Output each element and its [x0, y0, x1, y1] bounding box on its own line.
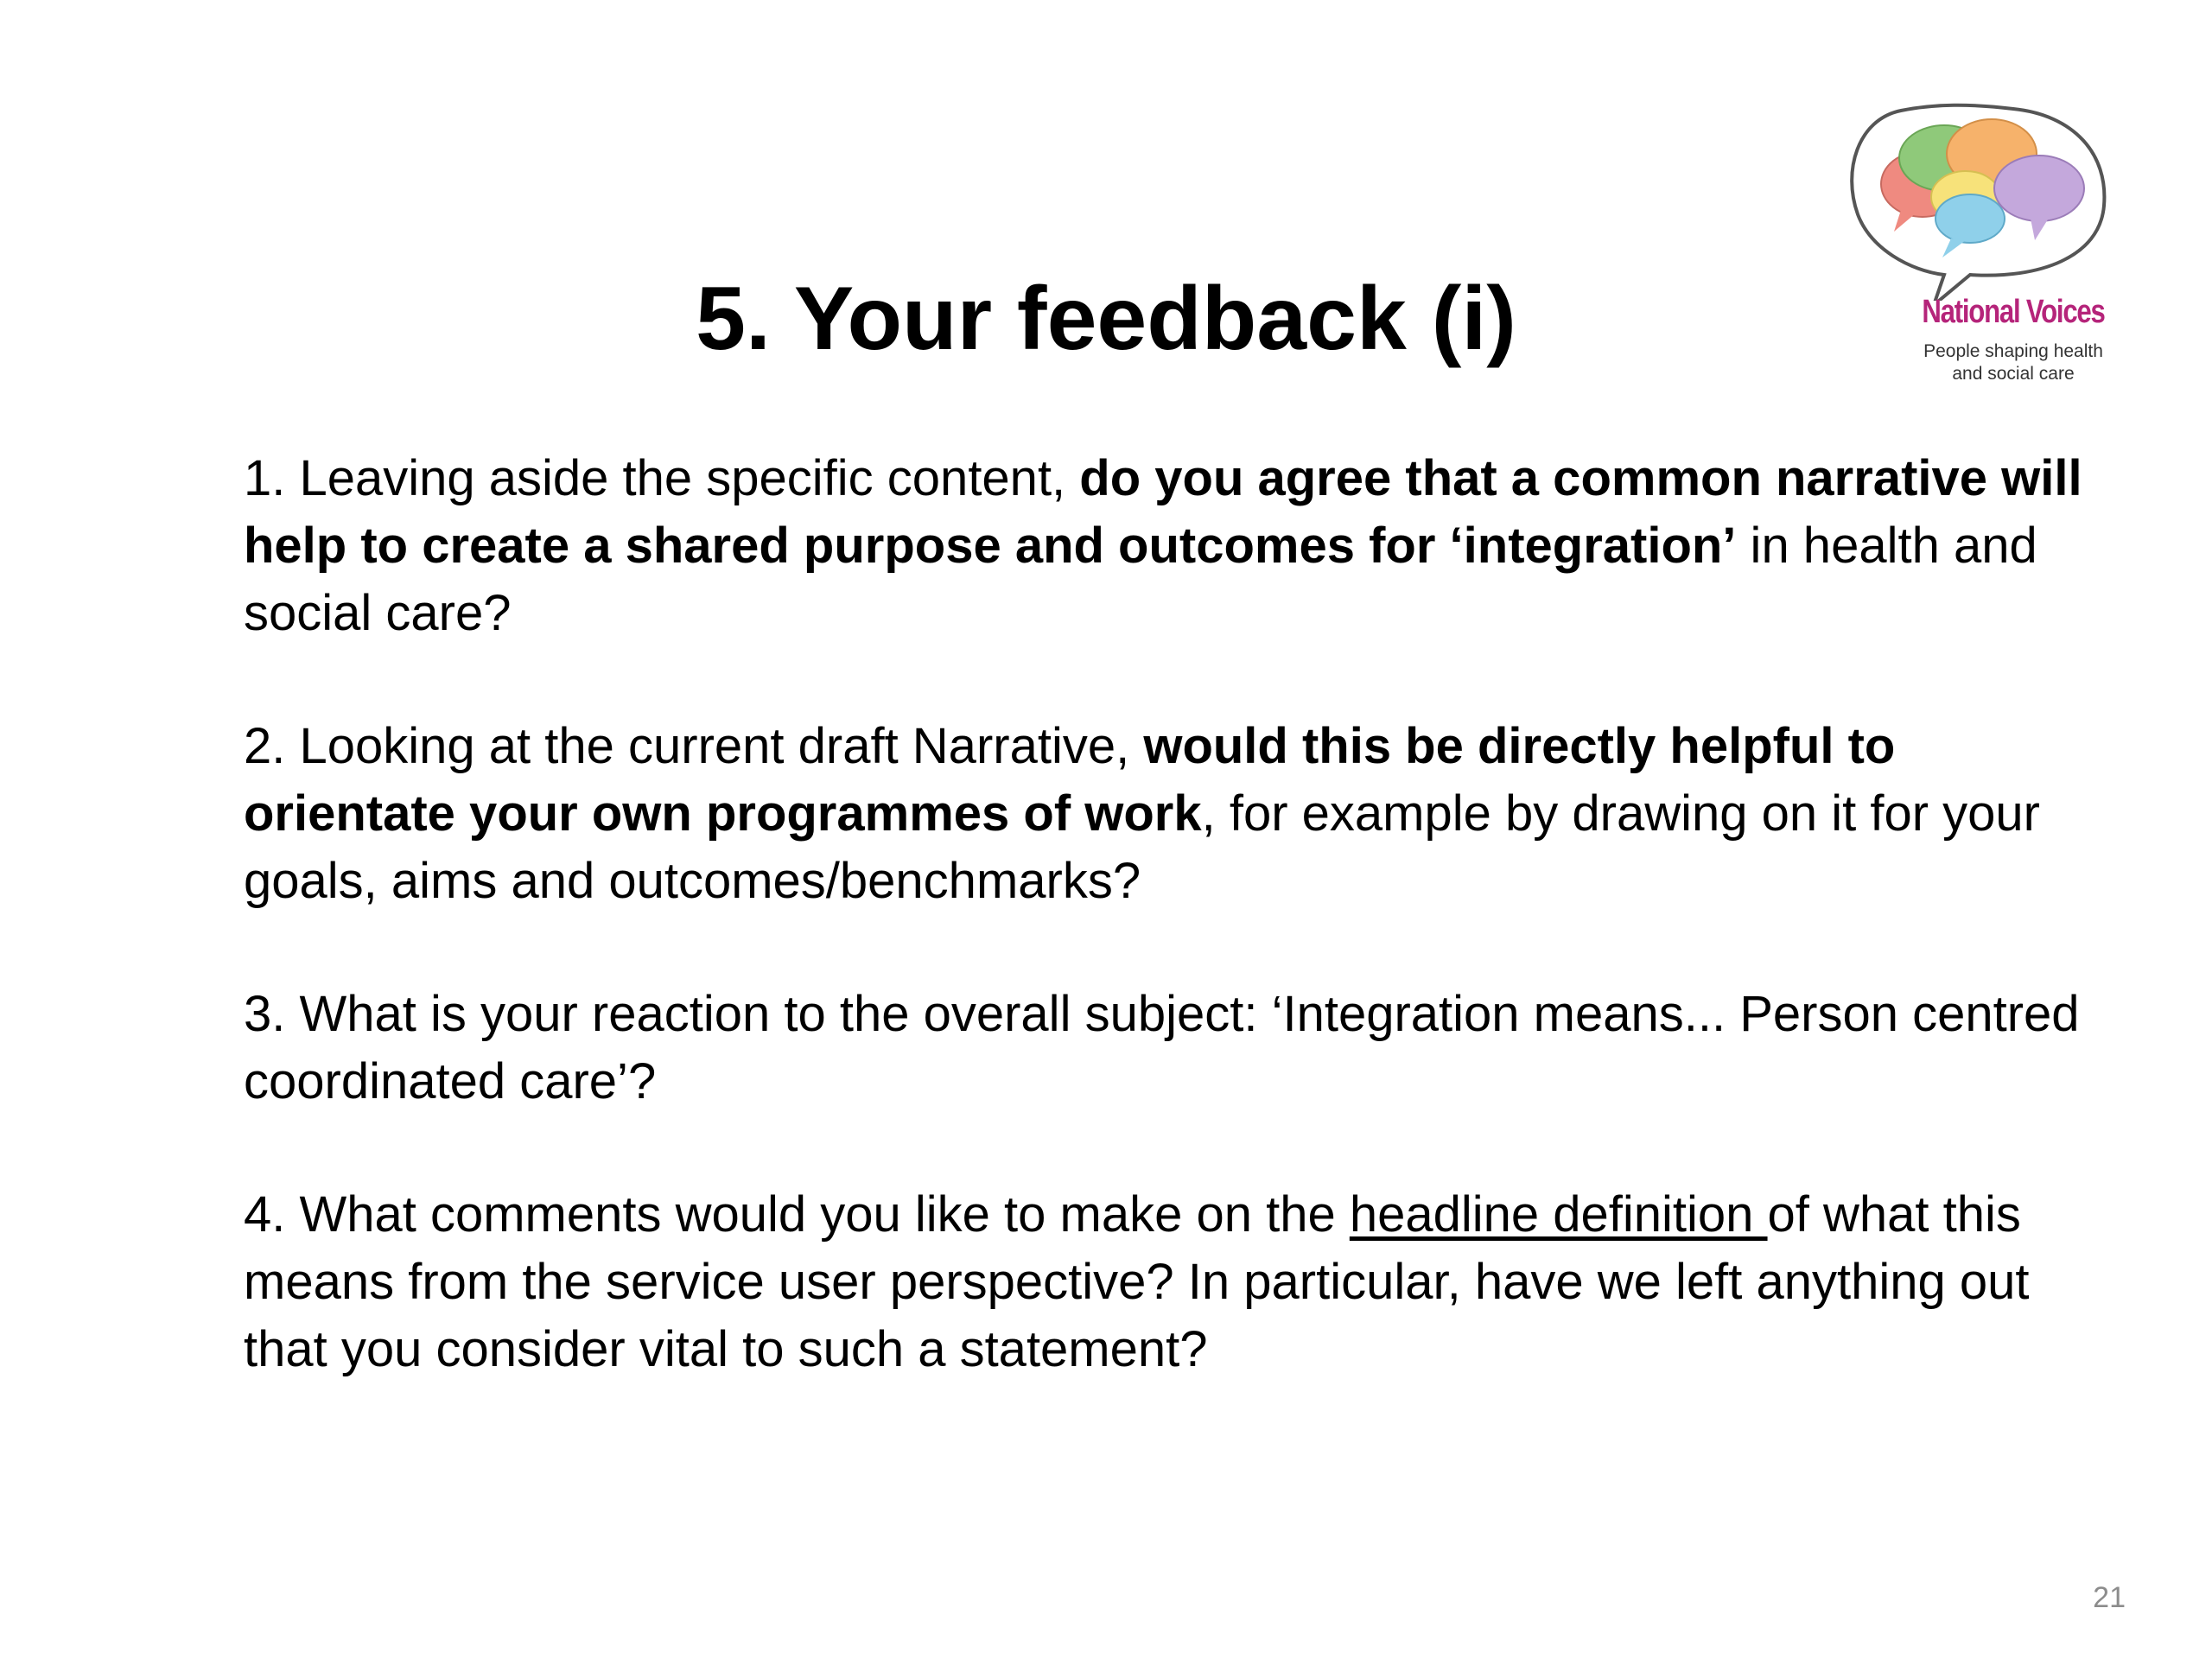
- question-1: [244, 445, 2101, 647]
- question-3: [244, 981, 2101, 1116]
- question-text: Looking at the current draft Narrative,: [285, 718, 1144, 774]
- question-2: [244, 713, 2101, 915]
- question-text: , for example by drawing on it for your goals, aims and outcomes/benchmarks?: [244, 785, 2040, 909]
- logo-tagline: [1910, 340, 2117, 386]
- question-number: 1.: [244, 450, 286, 506]
- question-number: 2.: [244, 718, 286, 774]
- speech-bubbles-icon: [1840, 102, 2186, 301]
- question-text: What comments would you like to make on the: [285, 1186, 1350, 1243]
- question-text: What is your reaction to the overall subject: ‘Integration means... Person centred coordinated care’?: [244, 986, 2080, 1109]
- question-number: 3.: [244, 986, 286, 1042]
- question-number: 4.: [244, 1186, 286, 1243]
- logo-tagline-line1: People shaping health: [1923, 341, 2103, 361]
- slide-number: 21: [2093, 1581, 2126, 1614]
- question-text: of what this means from the service user perspective? In particular, have we left anything out that you consider vital to such a statement?: [244, 1186, 2030, 1377]
- national-voices-logo: [1840, 102, 2186, 396]
- logo-name: National Voices: [1922, 294, 2105, 330]
- question-emphasis: do you agree that a common narrative will help to create a shared purpose and outcomes for ‘integration’: [244, 450, 2082, 574]
- question-emphasis: would this be directly helpful to orientate your own programmes of work: [244, 718, 1896, 842]
- logo-tagline-line2: and social care: [1952, 364, 2075, 385]
- question-underlined: headline definition: [1349, 1186, 1768, 1243]
- slide-title: 5. Your feedback (i): [696, 269, 1516, 369]
- question-text: in health and social care?: [244, 518, 2037, 641]
- question-list: [244, 445, 2101, 1449]
- question-text: Leaving aside the specific content,: [285, 450, 1080, 506]
- question-4: [244, 1181, 2101, 1383]
